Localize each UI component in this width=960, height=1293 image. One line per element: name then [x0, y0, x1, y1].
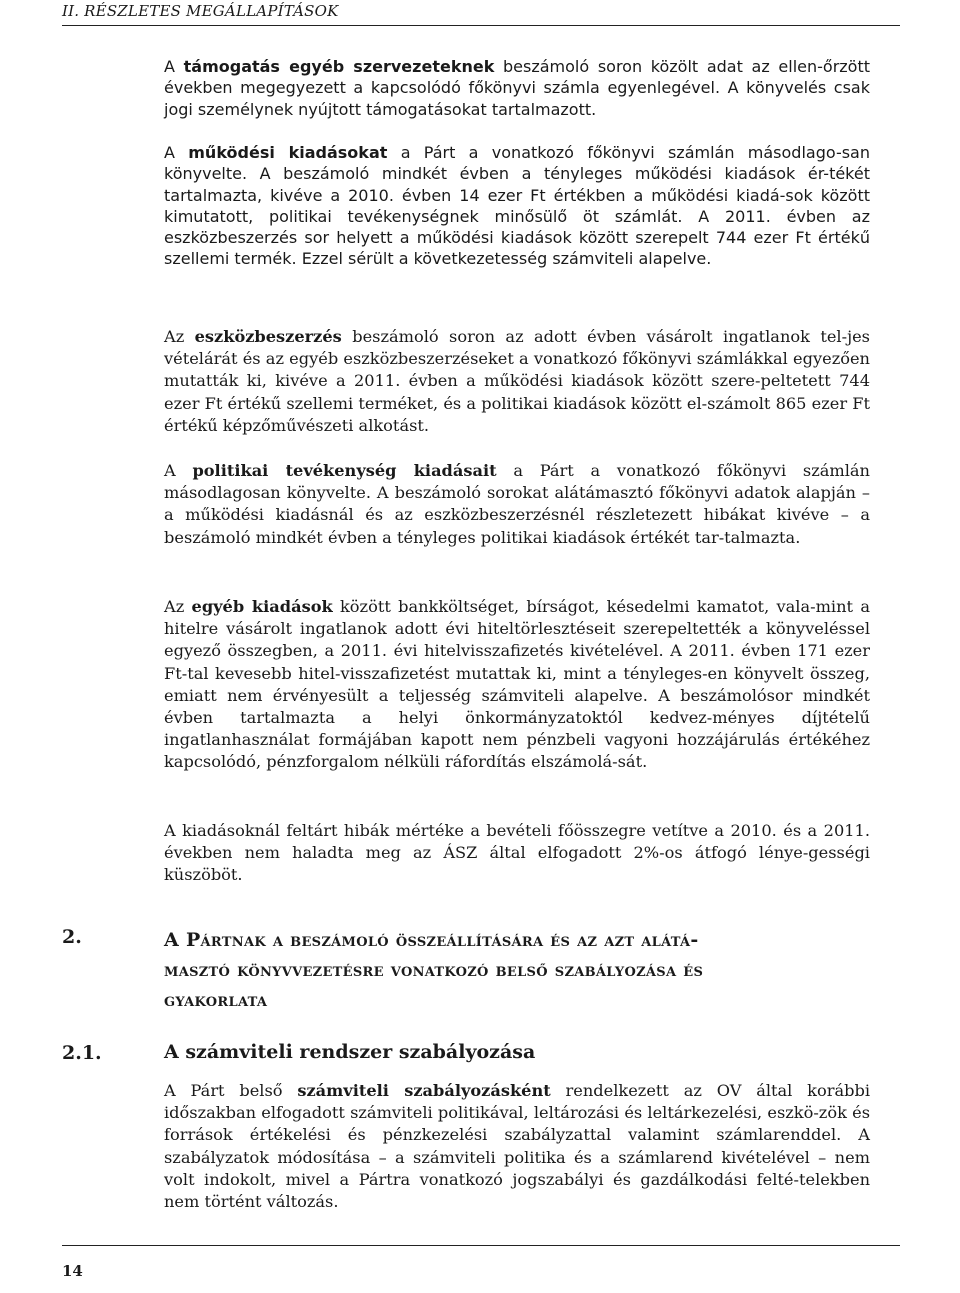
- section-2-number: 2.: [62, 926, 82, 948]
- p4-pre: A: [164, 461, 193, 480]
- running-header: II. RÉSZLETES MEGÁLLAPÍTÁSOK: [62, 2, 339, 20]
- paragraph-political-expenses: [164, 460, 870, 549]
- section-2-1-title: A számviteli rendszer szabályozása: [164, 1041, 536, 1063]
- footer-rule: [62, 1245, 900, 1246]
- page-number: 14: [62, 1262, 83, 1280]
- p1-post: beszámoló soron közölt adat az ellen-őrzött években megegyezett a kapcsolódó főkönyvi számla egyenlegével. A könyvelés csak jogi személynek nyújtott támogatásokat tartalmazott.: [164, 57, 871, 119]
- header-rule: [62, 25, 900, 26]
- p1-pre: A: [164, 57, 184, 76]
- paragraph-asset-purchase: [164, 326, 870, 437]
- p2-pre: A: [164, 143, 189, 162]
- p5-bold: egyéb kiadások: [191, 597, 333, 616]
- p3-pre: Az: [164, 327, 195, 346]
- section-2-title: [164, 925, 884, 1015]
- paragraph-other-expenses: [164, 596, 870, 774]
- p7-pre: A Párt belső: [164, 1081, 298, 1100]
- section-2-title-line3: gyakorlata: [164, 989, 268, 1011]
- p7-bold: számviteli szabályozásként: [297, 1081, 551, 1100]
- p4-bold: politikai tevékenység kiadásait: [192, 461, 497, 480]
- p2-post: a Párt a vonatkozó főkönyvi számlán másodlago-san könyvelte. A beszámoló mindkét évben a tényleges működési kiadások ér-tékét tartalmazta, kivéve a 2010. évben 14 ezer Ft értékben a működési kiadá-sok között kimutatott, politikai tevékenységnek minősülő öt számlát. A 2011. évben az eszközbeszerzés sor helyett a működési kiadások között szerepelt 744 ezer Ft értékű szellemi termék. Ezzel sérült a következetesség számviteli alapelve.: [164, 143, 871, 269]
- p6-text: A kiadásoknál feltárt hibák mértéke a bevételi főösszegre vetítve a 2010. és a 2011. években nem haladta meg az ÁSZ által elfogadott 2%-os átfogó lénye-gességi küszöböt.: [164, 821, 870, 885]
- p7-post: rendelkezett az OV által korábbi időszakban elfogadott számviteli politikával, leltározási és leltárkezelési, eszkö-zök és források értékelési és pénzkezelési szabályzattal valamint számlarenddel. A szabályzatok módosítása – a számviteli politika és a számlarend kivételével – nem volt indokolt, mivel a Pártra vonatkozó jogszabályi és gazdálkodási felté-telekben nem történt változás.: [164, 1081, 871, 1212]
- p5-pre: Az: [164, 597, 192, 616]
- paragraph-support-other-organizations: [164, 56, 870, 120]
- section-2-1-number: 2.1.: [62, 1042, 102, 1064]
- p3-post: beszámoló soron az adott évben vásárolt ingatlanok tel-jes vételárát és az egyéb eszközbeszerzéseket a vonatkozó főkönyvi számlákkal egyezően mutatták ki, kivéve a 2011. évben a működési kiadások között szere-peltetett 744 ezer Ft értékű szellemi terméket, és a politikai kiadások között el-számolt 865 ezer Ft értékű képzőművészeti alkotást.: [164, 327, 870, 435]
- paragraph-accounting-regulation: [164, 1080, 870, 1213]
- paragraph-operating-expenses: [164, 142, 870, 270]
- p4-post: a Párt a vonatkozó főkönyvi számlán másodlagosan könyvelte. A beszámoló sorokat alátámasztó főkönyvi adatok alapján – a működési kiadásnál és az eszközbeszerzésnél részletezett hibákat kivéve – a beszámoló mindkét évben a tényleges politikai kiadások értékét tar-talmazta.: [164, 461, 870, 547]
- section-2-title-line2: masztó könyvvezetésre vonatkozó belső szabályozása és: [164, 959, 704, 981]
- paragraph-error-threshold: [164, 820, 870, 887]
- p1-bold: támogatás egyéb szervezeteknek: [183, 57, 495, 76]
- p5-post: között bankköltséget, bírságot, késedelmi kamatot, vala-mint a hitelre vásárolt ingatlanok adott évi hiteltörlesztéseit szerepeltették a könyveléssel egyező összegben, a 2011. évi hitelvisszafizetés kivételével. A 2011. évben 171 ezer Ft-tal kevesebb hitel-visszafizetést mutattak ki, mint a tényleges-en könyvelt összeg, emiatt nem érvényesült a teljesség számviteli alapelve. A beszámolósor mindkét évben tartalmazta a helyi önkormányzatoktól kedvez-ményes díjtételű ingatlanhasználat formájában kapott nem pénzbeli vagyoni hozzájárulás értékéhez kapcsolódó, pénzforgalom nélküli ráfordítás elszámolá-sát.: [164, 597, 870, 772]
- p3-bold: eszközbeszerzés: [194, 327, 342, 346]
- p2-bold: működési kiadásokat: [188, 143, 388, 162]
- section-2-title-line1: A Pártnak a beszámoló összeállítására és az azt alátá-: [164, 929, 699, 951]
